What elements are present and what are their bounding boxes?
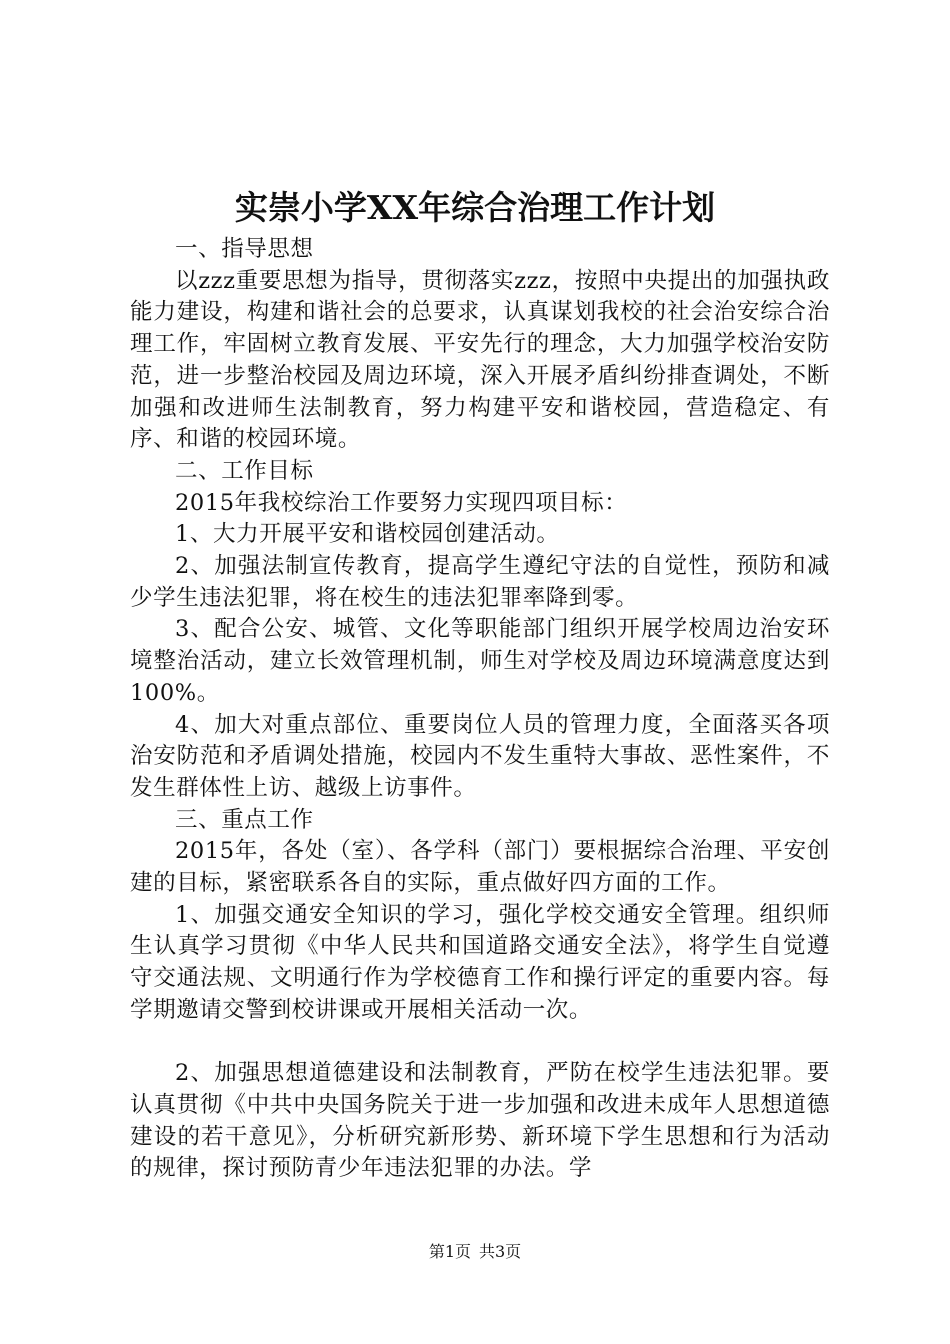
section-heading: 三、重点工作 [175,806,314,833]
list-item: 4、加大对重点部位、重要岗位人员的管理力度，全面落买各项治安防范和矛盾调处措施，校园内不发生重特大事故、恶性案件，不发生群体性上访、越级上访事件。 [130,711,830,801]
list-item: 1、大力开展平安和谐校园创建活动。 [175,521,560,548]
list-item: 1、加强交通安全知识的学习，强化学校交通安全管理。组织师生认真学习贯彻《中华人民共和国道路交通安全法》，将学生自觉遵守交通法规、文明通行作为学校德育工作和操行评定的重要内容。每学期邀请交警到校讲课或开展相关活动一次。 [130,901,830,1023]
page-number-total: 共3页 [479,1242,522,1261]
section-heading: 二、工作目标 [175,457,314,484]
document-title: 实崇小学XX年综合治理工作计划 [234,188,716,227]
list-item: 2、加强思想道德建设和法制教育，严防在校学生违法犯罪。要认真贯彻《中共中央国务院关于进一步加强和改进未成年人思想道德建设的若干意见》，分析研究新形势、新环境下学生思想和行为活动的规律，探讨预防青少年违法犯罪的办法。学 [130,1060,830,1182]
list-item: 2、加强法制宣传教育，提高学生遵纪守法的自觉性，预防和减少学生违法犯罪，将在校生的违法犯罪率降到零。 [130,553,830,611]
list-item: 3、配合公安、城管、文化等职能部门组织开展学校周边治安环境整治活动，建立长效管理机制，师生对学校及周边环境满意度达到100%。 [130,616,830,706]
document-body [130,234,830,1185]
body-paragraph: 2015年我校综治工作要努力实现四项目标： [175,489,628,516]
body-paragraph: 2015年，各处（室）、各学科（部门）要根据综合治理、平安创建的目标，紧密联系各自的实际，重点做好四方面的工作。 [130,838,830,897]
body-paragraph: 以zzz重要思想为指导，贯彻落实zzz，按照中央提出的加强执政能力建设，构建和谐社会的总要求，认真谋划我校的社会治安综合治理工作，牢固树立教育发展、平安先行的理念，大力加强学校治安防范，进一步整治校园及周边环境，深入开展矛盾纠纷排查调处，不断加强和改进师生法制教育，努力构建平安和谐校园，营造稳定、有序、和谐的校园环境。 [130,267,830,453]
page-footer [0,1242,950,1262]
page-number-current: 第1页 [428,1242,471,1261]
section-heading: 一、指导思想 [175,236,314,262]
